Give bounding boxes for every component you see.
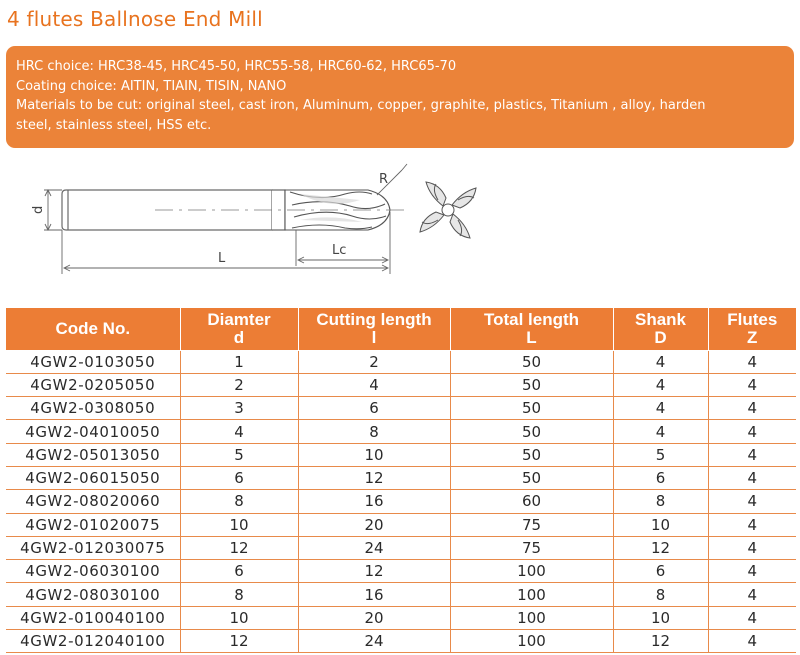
cell-flutes: 4	[708, 630, 796, 653]
cell-cutting-length: 24	[298, 630, 450, 653]
hrc-choice-text: HRC choice: HRC38-45, HRC45-50, HRC55-58, HRC60-62, HRC65-70	[16, 59, 457, 74]
cell-diameter: 4	[180, 420, 298, 443]
cell-total-length: 50	[450, 397, 613, 420]
cell-total-length: 100	[450, 583, 613, 606]
header-flutes: Flutes Z	[708, 308, 796, 350]
cell-diameter: 10	[180, 513, 298, 536]
cell-total-length: 100	[450, 630, 613, 653]
cell-flutes: 4	[708, 420, 796, 443]
cell-flutes: 4	[708, 490, 796, 513]
cell-total-length: 100	[450, 560, 613, 583]
cell-diameter: 8	[180, 490, 298, 513]
table-row	[6, 350, 796, 373]
cell-shank: 4	[613, 420, 708, 443]
cell-cutting-length: 16	[298, 490, 450, 513]
cell-code-no: 4GW2-08020060	[6, 490, 180, 513]
spec-table	[6, 308, 796, 653]
cell-flutes: 4	[708, 397, 796, 420]
cell-total-length: 50	[450, 350, 613, 373]
cell-code-no: 4GW2-012030075	[6, 536, 180, 559]
cell-flutes: 4	[708, 536, 796, 559]
cell-diameter: 3	[180, 397, 298, 420]
cell-total-length: 100	[450, 606, 613, 629]
cell-diameter: 6	[180, 466, 298, 489]
table-header-row	[6, 308, 796, 350]
cell-diameter: 8	[180, 583, 298, 606]
cell-shank: 6	[613, 560, 708, 583]
cell-diameter: 10	[180, 606, 298, 629]
cell-cutting-length: 20	[298, 513, 450, 536]
table-row	[6, 606, 796, 629]
end-mill-drawing	[0, 150, 800, 300]
cell-shank: 10	[613, 513, 708, 536]
table-row	[6, 420, 796, 443]
end-view-icon	[420, 182, 476, 238]
cell-code-no: 4GW2-06030100	[6, 560, 180, 583]
cell-flutes: 4	[708, 560, 796, 583]
cell-total-length: 50	[450, 420, 613, 443]
header-cutting-length: Cutting length l	[298, 308, 450, 350]
cell-diameter: 12	[180, 630, 298, 653]
cell-shank: 6	[613, 466, 708, 489]
cell-code-no: 4GW2-0205050	[6, 373, 180, 396]
table-row	[6, 560, 796, 583]
table-row	[6, 583, 796, 606]
cell-code-no: 4GW2-010040100	[6, 606, 180, 629]
cell-code-no: 4GW2-04010050	[6, 420, 180, 443]
coating-choice-text: Coating choice: AITIN, TIAIN, TISIN, NANO	[16, 78, 287, 94]
table-row	[6, 373, 796, 396]
materials-text-continued: steel, stainless steel, HSS etc.	[16, 117, 212, 133]
radius-label: R	[379, 172, 389, 187]
cell-total-length: 50	[450, 373, 613, 396]
header-total-length: Total length L	[450, 308, 613, 350]
cell-diameter: 1	[180, 350, 298, 373]
table-row	[6, 490, 796, 513]
cell-shank: 4	[613, 373, 708, 396]
cell-shank: 10	[613, 606, 708, 629]
cell-cutting-length: 8	[298, 420, 450, 443]
spec-panel	[6, 46, 794, 148]
cell-code-no: 4GW2-01020075	[6, 513, 180, 536]
cell-code-no: 4GW2-0308050	[6, 397, 180, 420]
cell-shank: 4	[613, 350, 708, 373]
table-row	[6, 513, 796, 536]
cell-shank: 4	[613, 397, 708, 420]
cell-cutting-length: 10	[298, 443, 450, 466]
total-length-label: L	[218, 251, 226, 266]
cell-diameter: 6	[180, 560, 298, 583]
cutting-length-label: Lc	[332, 243, 347, 258]
cell-code-no: 4GW2-08030100	[6, 583, 180, 606]
diameter-dimension	[44, 190, 62, 230]
cell-shank: 8	[613, 490, 708, 513]
cell-diameter: 5	[180, 443, 298, 466]
cell-diameter: 12	[180, 536, 298, 559]
cell-code-no: 4GW2-06015050	[6, 466, 180, 489]
cell-shank: 8	[613, 583, 708, 606]
cell-shank: 12	[613, 536, 708, 559]
cell-diameter: 2	[180, 373, 298, 396]
cell-total-length: 75	[450, 513, 613, 536]
table-row	[6, 630, 796, 653]
cell-code-no: 4GW2-05013050	[6, 443, 180, 466]
cell-code-no: 4GW2-0103050	[6, 350, 180, 373]
cell-shank: 5	[613, 443, 708, 466]
cell-cutting-length: 16	[298, 583, 450, 606]
cell-shank: 12	[613, 630, 708, 653]
cell-flutes: 4	[708, 513, 796, 536]
table-row	[6, 536, 796, 559]
table-row	[6, 466, 796, 489]
header-diameter: Diamter d	[180, 308, 298, 350]
cell-total-length: 75	[450, 536, 613, 559]
cell-cutting-length: 2	[298, 350, 450, 373]
header-shank: Shank D	[613, 308, 708, 350]
cell-flutes: 4	[708, 606, 796, 629]
table-row	[6, 397, 796, 420]
cell-cutting-length: 12	[298, 560, 450, 583]
table-row	[6, 443, 796, 466]
cell-total-length: 60	[450, 490, 613, 513]
table-body	[6, 350, 796, 653]
cell-flutes: 4	[708, 466, 796, 489]
cell-total-length: 50	[450, 466, 613, 489]
cell-flutes: 4	[708, 443, 796, 466]
header-code-no: Code No.	[6, 308, 180, 350]
diameter-label: d	[31, 205, 46, 214]
materials-text: Materials to be cut: original steel, cast iron, Aluminum, copper, graphite, plastics, Titanium , alloy, harden	[16, 98, 706, 113]
cell-cutting-length: 20	[298, 606, 450, 629]
cell-flutes: 4	[708, 583, 796, 606]
cell-flutes: 4	[708, 373, 796, 396]
cell-flutes: 4	[708, 350, 796, 373]
cell-cutting-length: 4	[298, 373, 450, 396]
cell-cutting-length: 24	[298, 536, 450, 559]
cell-cutting-length: 6	[298, 397, 450, 420]
cell-code-no: 4GW2-012040100	[6, 630, 180, 653]
page-title: 4 flutes Ballnose End Mill	[7, 7, 263, 31]
cell-total-length: 50	[450, 443, 613, 466]
cell-cutting-length: 12	[298, 466, 450, 489]
